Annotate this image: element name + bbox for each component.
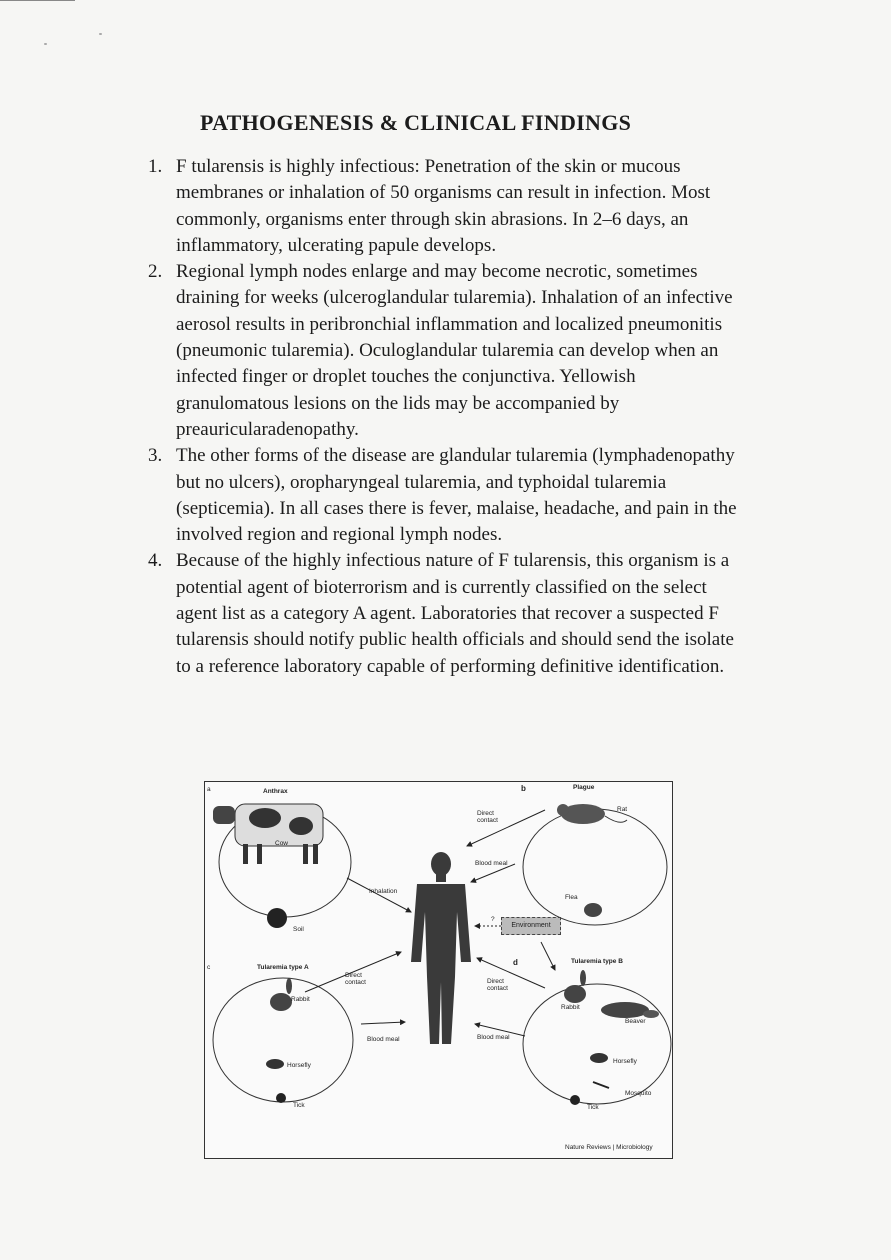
tick-a-illustration	[276, 1093, 286, 1103]
flea-illustration	[584, 903, 602, 917]
rabbit-a-label: Rabbit	[291, 996, 310, 1003]
tick-a-label: Tick	[293, 1102, 305, 1109]
cow-illustration	[213, 804, 323, 864]
env-to-b-arrow	[541, 942, 555, 970]
scan-speck	[99, 33, 102, 35]
blood-meal-label-a: Blood meal	[367, 1036, 400, 1043]
item-number: 2.	[148, 261, 163, 283]
rabbit-b-label: Rabbit	[561, 1004, 580, 1011]
item-number: 3.	[148, 445, 163, 467]
page-title: PATHOGENESIS & CLINICAL FINDINGS	[200, 110, 632, 135]
horsefly-b-label: Horsefly	[613, 1058, 637, 1065]
panel-label-d: d	[513, 958, 518, 967]
blood-meal-arrow-a	[361, 1022, 405, 1024]
scan-edge-line	[0, 0, 75, 1]
beaver-label: Beaver	[625, 1018, 646, 1025]
tularemia-a-label: Tularemia type A	[257, 964, 309, 971]
direct-contact-label-top: Direct contact	[477, 810, 498, 825]
tick-b-illustration	[570, 1095, 580, 1105]
direct-contact-label-a: Direct contact	[345, 972, 366, 987]
horsefly-a-label: Horsefly	[287, 1062, 311, 1069]
environment-box: Environment	[501, 917, 561, 935]
blood-meal-label-b: Blood meal	[477, 1034, 510, 1041]
human-figure	[411, 852, 471, 1044]
mosquito-label: Mosquito	[625, 1090, 652, 1097]
item-text: Regional lymph nodes enlarge and may become necrotic, sometimes draining for weeks (ulceroglandular tularemia). Inhalation of an infective aerosol results in peribronchial inflammation and localized pneumonitis (pneumonic tularemia). Oculoglandular tularemia can develop when an infected finger or droplet touches the conjunctiva. Yellowish granulomatous lesions on the lids may be accompanied by preauricularadenopathy.	[176, 261, 733, 440]
tick-b-label: Tick	[587, 1104, 599, 1111]
mosquito-illustration	[593, 1082, 609, 1088]
inhalation-label: Inhalation	[369, 888, 398, 895]
panel-label-b: b	[521, 784, 526, 793]
tularemia-b-label: Tularemia type B	[571, 958, 623, 965]
soil-label: Soil	[293, 926, 304, 933]
findings-list	[140, 154, 740, 680]
soil-illustration	[267, 908, 287, 928]
panel-label-c: c	[207, 964, 211, 971]
list-item	[140, 548, 740, 679]
rabbit-a-illustration	[270, 978, 292, 1011]
plague-label: Plague	[573, 784, 595, 791]
anthrax-label: Anthrax	[263, 788, 288, 795]
direct-contact-label-b: Direct contact	[487, 978, 508, 993]
item-number: 4.	[148, 550, 163, 572]
blood-meal-label-top: Blood meal	[475, 860, 508, 867]
item-number: 1.	[148, 156, 163, 177]
horsefly-a-illustration	[266, 1059, 284, 1069]
list-item	[140, 259, 740, 443]
horsefly-b-illustration	[590, 1053, 608, 1063]
item-text: Because of the highly infectious nature of F tularensis, this organism is a potential agent of bioterrorism and is currently classified on the select agent list as a category A agent. Laboratories that recover a suspected F tularensis should notify public health officials and should send the isolate to a reference laboratory capable of performing definitive identification.	[176, 550, 734, 677]
scan-speck	[44, 43, 47, 45]
item-text: The other forms of the disease are glandular tularemia (lymphadenopathy but no ulcers), oropharyngeal tularemia, and typhoidal tularemia (septicemia). In all cases there is fever, malaise, headache, and pain in the involved region and regional lymph nodes.	[176, 445, 737, 546]
beaver-illustration	[601, 1002, 659, 1018]
question-mark: ?	[491, 916, 495, 923]
cow-label: Cow	[275, 840, 289, 847]
panel-label-a: a	[207, 786, 211, 793]
tularemia-b-cycle	[523, 984, 671, 1104]
list-item	[140, 443, 740, 548]
figure-credit: Nature Reviews | Microbiology	[565, 1144, 653, 1151]
transmission-figure	[204, 781, 673, 1159]
rat-label: Rat	[617, 806, 628, 813]
item-text: F tularensis is highly infectious: Penetration of the skin or mucous membranes or inhalation of 50 organisms can result in infection. Most commonly, organisms enter through skin abrasions. In 2–6 days, an inflammatory, ulcerating papule develops.	[176, 156, 711, 256]
list-item	[140, 154, 740, 259]
rabbit-b-illustration	[564, 970, 586, 1003]
flea-label: Flea	[565, 894, 578, 901]
